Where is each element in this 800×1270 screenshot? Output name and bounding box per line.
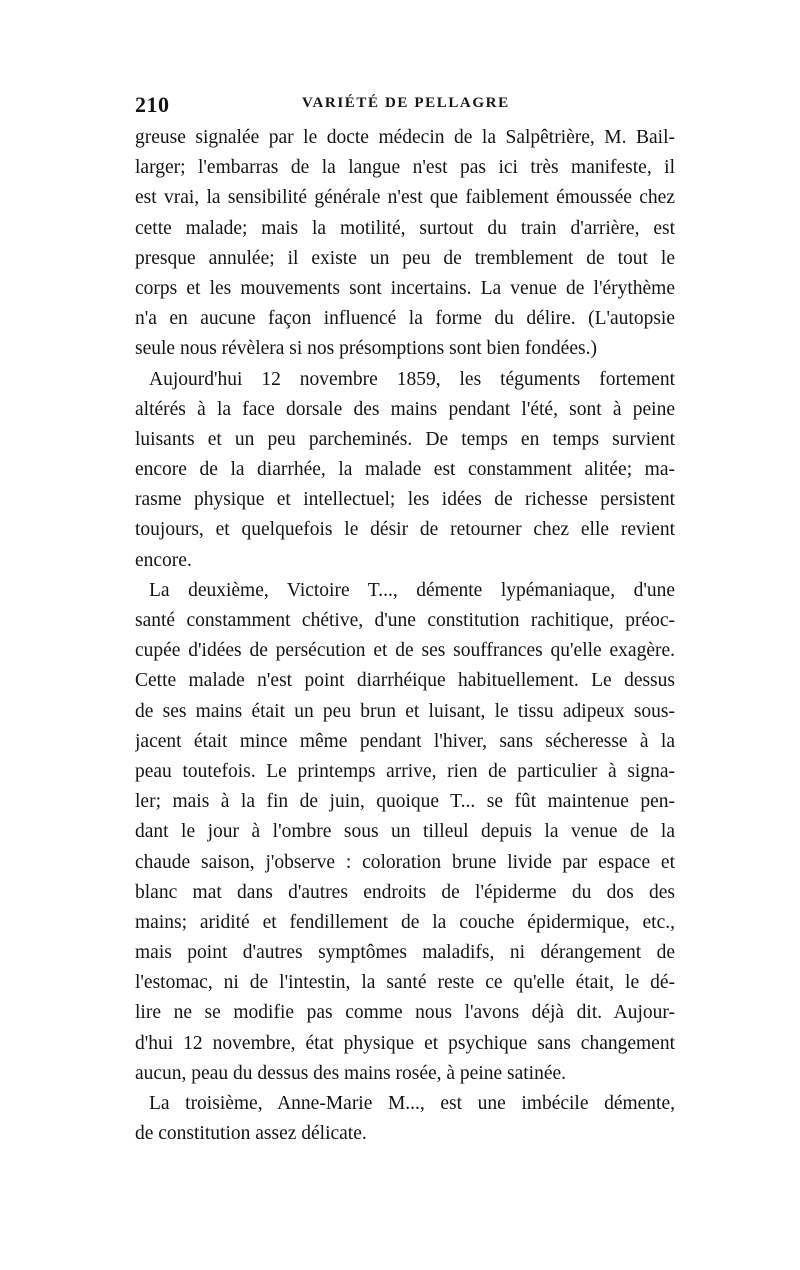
text-line: de ses mains était un peu brun et luisant, le tissu adipeux sous- bbox=[135, 700, 675, 722]
text-line: aucun, peau du dessus des mains rosée, à peine satinée. bbox=[135, 1062, 567, 1084]
text-line: lire ne se modifie pas comme nous l'avons déjà dit. Aujour- bbox=[135, 1002, 675, 1024]
text-line: Cette malade n'est point diarrhéique habituellement. Le dessus bbox=[135, 670, 675, 692]
text-line: dant le jour à l'ombre sous un tilleul depuis la venue de la bbox=[135, 821, 675, 843]
text-line: santé constamment chétive, d'une constitution rachitique, préoc- bbox=[135, 610, 675, 631]
paragraph-1 bbox=[135, 123, 675, 365]
text-line: blanc mat dans d'autres endroits de l'épiderme du dos des bbox=[135, 881, 675, 903]
text-line: cette malade; mais la motilité, surtout du train d'arrière, est bbox=[135, 217, 675, 239]
text-line: larger; l'embarras de la langue n'est pas ici très manifeste, il bbox=[135, 157, 675, 179]
text-line: presque annulée; il existe un peu de tremblement de tout le bbox=[135, 247, 675, 269]
text-line: de constitution assez délicate. bbox=[135, 1123, 367, 1145]
text-line: corps et les mouvements sont incertains. La venue de l'érythème bbox=[135, 277, 675, 299]
text-line: La troisième, Anne-Marie M..., est une imbécile démente, bbox=[149, 1093, 675, 1114]
paragraph-3 bbox=[135, 576, 675, 1089]
text-line: est vrai, la sensibilité générale n'est que faiblement émoussée chez bbox=[135, 187, 675, 209]
text-line: n'a en aucune façon influencé la forme du délire. (L'autopsie bbox=[135, 308, 675, 330]
text-line: l'estomac, ni de l'intestin, la santé reste ce qu'elle était, le dé- bbox=[135, 972, 675, 994]
text-line: greuse signalée par le docte médecin de la Salpêtrière, M. Bail- bbox=[135, 127, 675, 148]
text-line: d'hui 12 novembre, état physique et psychique sans changement bbox=[135, 1032, 675, 1054]
text-line: mais point d'autres symptômes maladifs, ni dérangement de bbox=[135, 942, 675, 964]
text-line: Aujourd'hui 12 novembre 1859, les téguments fortement bbox=[149, 368, 675, 390]
paragraph-2 bbox=[135, 365, 675, 576]
text-line: seule nous révèlera si nos présomptions sont bien fondées.) bbox=[135, 338, 597, 360]
running-head bbox=[135, 92, 675, 120]
text-line: La deuxième, Victoire T..., démente lypémaniaque, d'une bbox=[149, 579, 675, 601]
running-title: VARIÉTÉ DE PELLAGRE bbox=[302, 95, 510, 111]
text-line: encore. bbox=[135, 549, 192, 571]
text-line: chaude saison, j'observe : coloration brune livide par espace et bbox=[135, 851, 675, 873]
text-line: encore de la diarrhée, la malade est constamment alitée; ma- bbox=[135, 459, 675, 481]
text-line: cupée d'idées de persécution et de ses souffrances qu'elle exagère. bbox=[135, 640, 675, 662]
text-line: peau toutefois. Le printemps arrive, rien de particulier à signa- bbox=[135, 760, 675, 782]
text-line: ler; mais à la fin de juin, quoique T... se fût maintenue pen- bbox=[135, 791, 675, 813]
text-line: luisants et un peu parcheminés. De temps en temps survient bbox=[135, 428, 675, 450]
text-line: mains; aridité et fendillement de la couche épidermique, etc., bbox=[135, 911, 675, 933]
text-line: jacent était mince même pendant l'hiver, sans sécheresse à la bbox=[135, 730, 675, 752]
text-line: rasme physique et intellectuel; les idées de richesse persistent bbox=[135, 489, 675, 511]
paragraph-4 bbox=[135, 1089, 675, 1149]
text-line: altérés à la face dorsale des mains pendant l'été, sont à peine bbox=[135, 398, 675, 420]
text-line: toujours, et quelquefois le désir de retourner chez elle revient bbox=[135, 519, 675, 541]
body-text bbox=[135, 123, 675, 1149]
page-number: 210 bbox=[135, 92, 170, 117]
